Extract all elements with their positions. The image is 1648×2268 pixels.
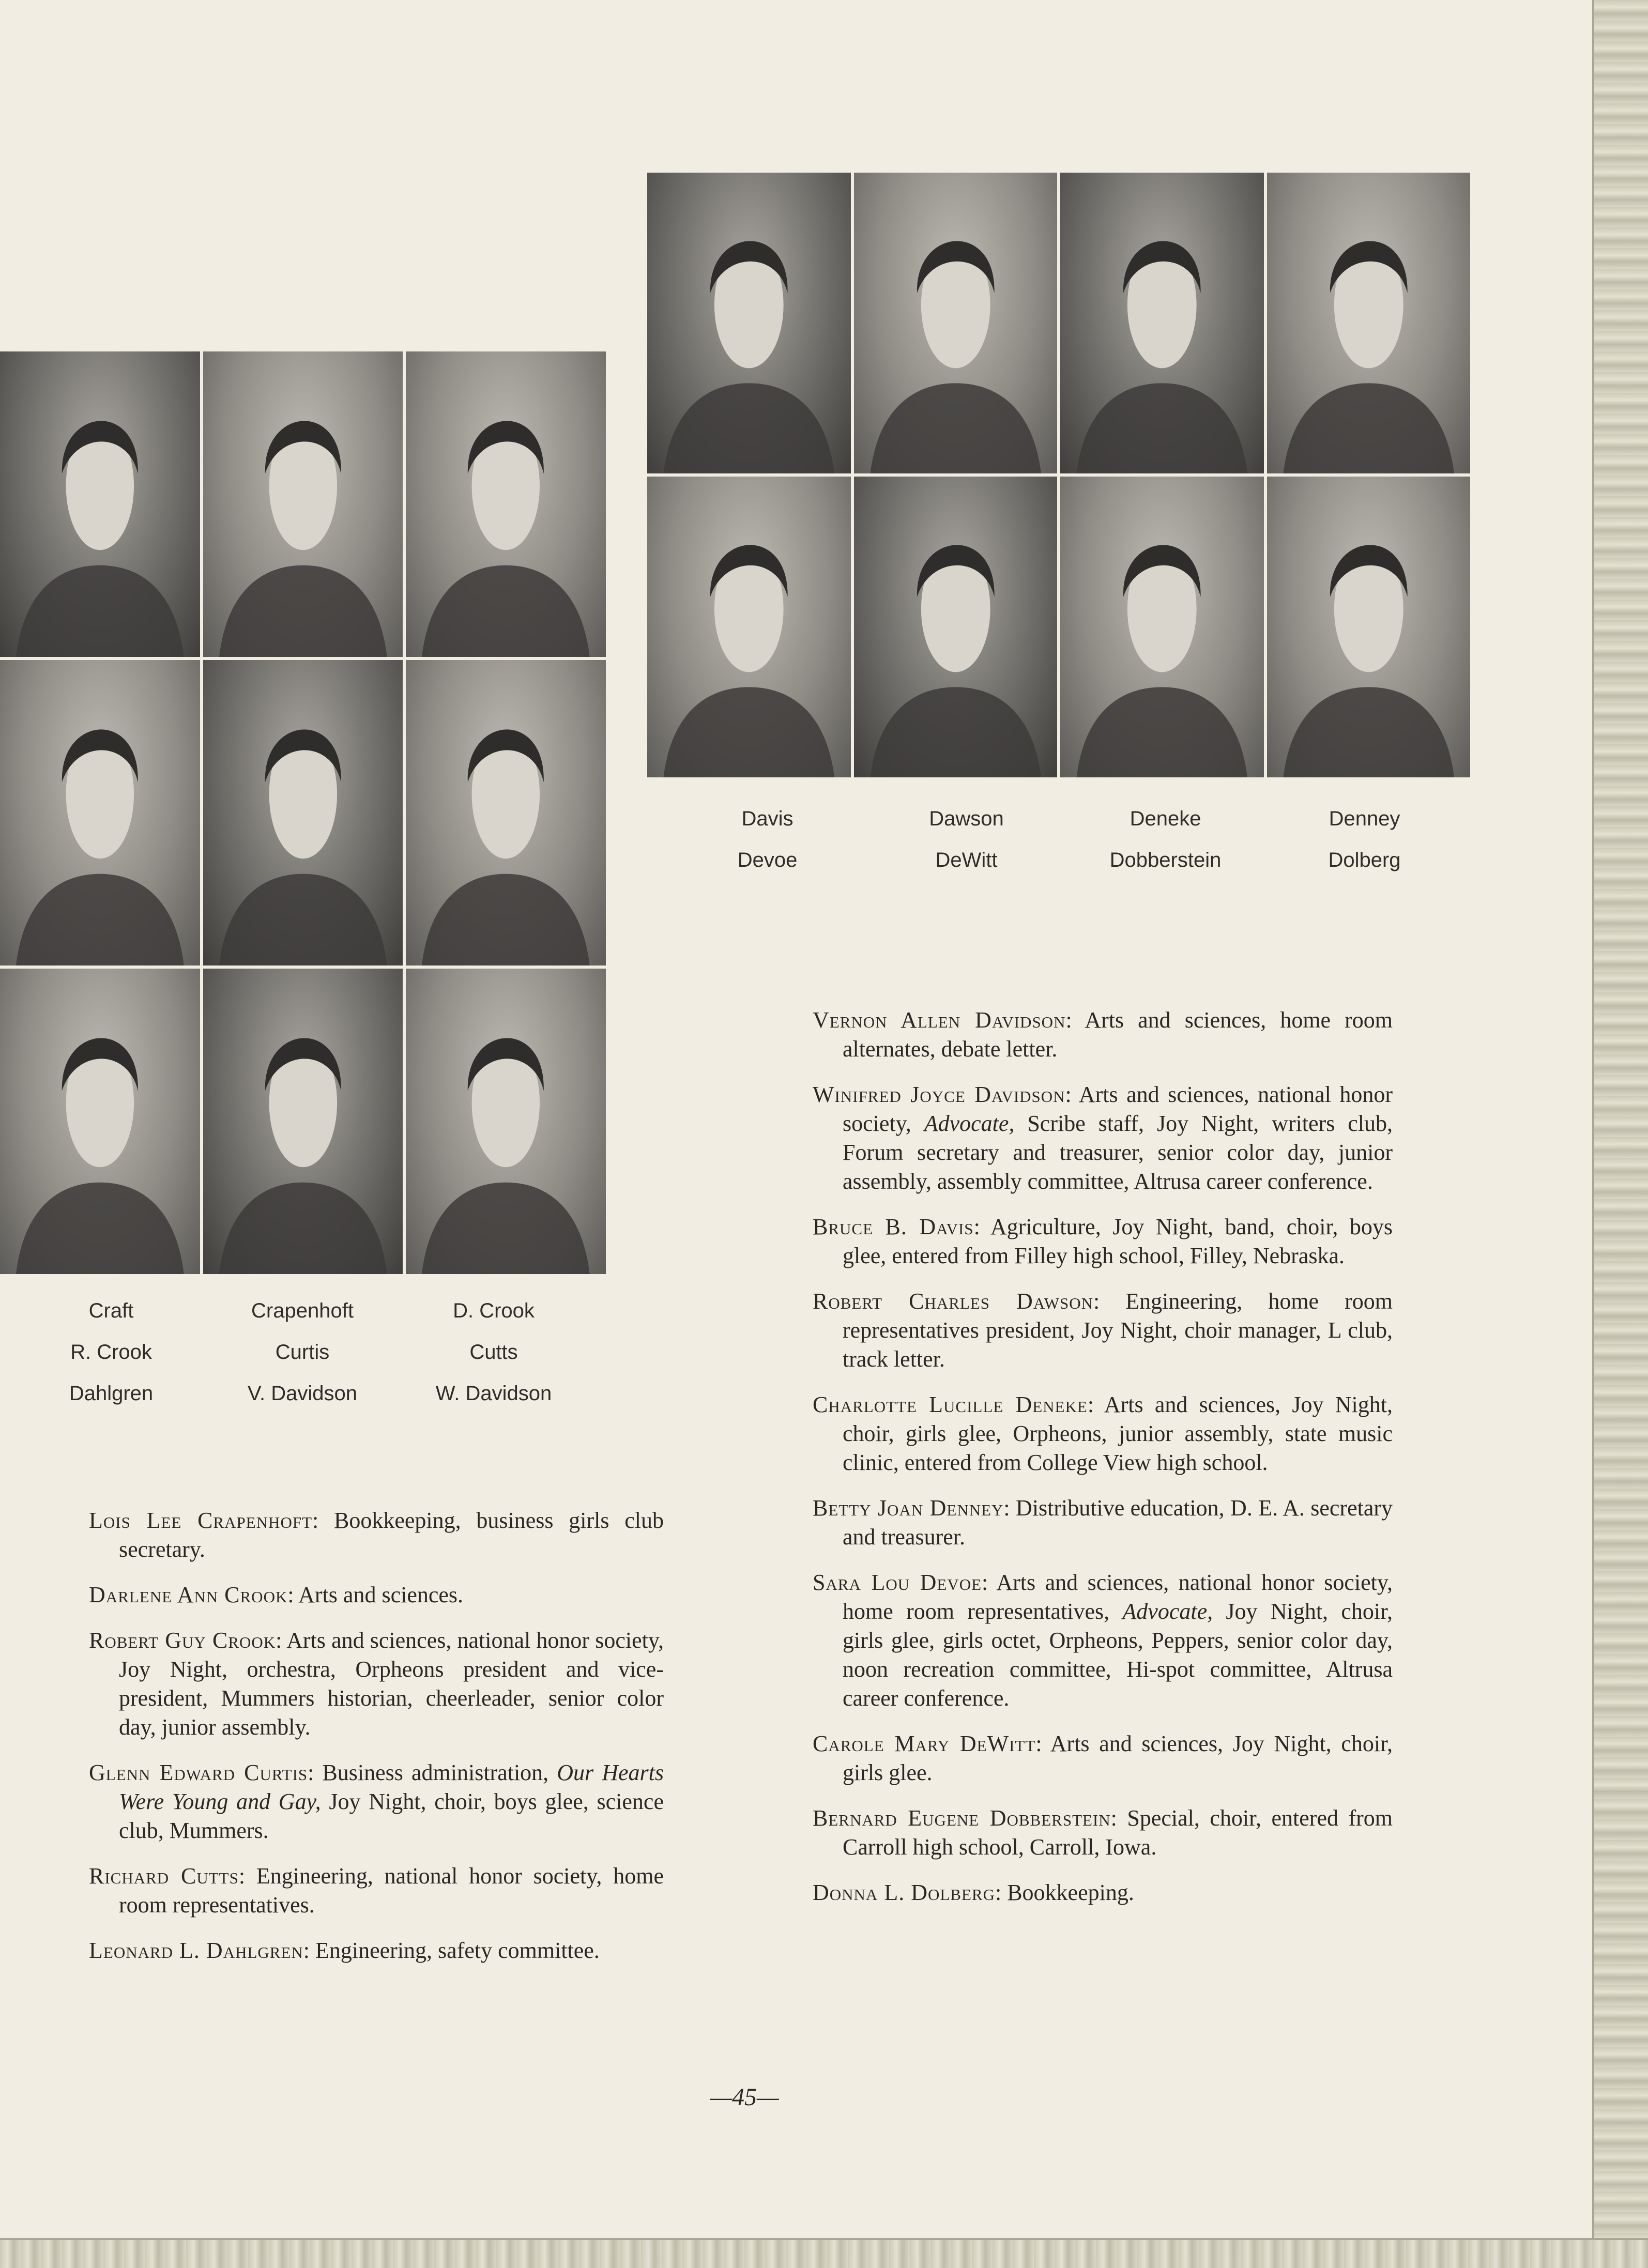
biographies-right [813,1006,1393,1924]
biography-text: : Arts and sciences, Joy Night, choir, girls glee. [843,1731,1393,1785]
portrait-grid-left [0,351,606,1274]
portrait-silhouette [0,969,200,1274]
portrait-caption: Denney [1329,807,1400,830]
portrait-caption: Curtis [275,1341,330,1363]
biography-entry [89,1581,664,1610]
portrait-caption: Dolberg [1328,849,1401,871]
portrait-silhouette [203,351,403,657]
student-name: Winifred Joyce Davidson [813,1082,1065,1107]
portrait-caption: DeWitt [935,849,998,871]
student-name: Betty Joan Denney [813,1495,1004,1521]
biography-entry [813,1080,1393,1196]
portrait-silhouette [854,477,1058,777]
portrait-photo [406,351,606,657]
biography-text: : Distributive education, D. E. A. secretary and treasurer. [843,1495,1393,1550]
biography-entry [89,1758,664,1845]
student-name: Lois Lee Crapenhoft [89,1508,313,1533]
portrait-photo [406,660,606,966]
student-name: Robert Charles Dawson [813,1289,1094,1314]
portrait-caption: Craft [88,1299,134,1322]
biography-entry [813,1568,1393,1713]
portrait-silhouette [406,351,606,657]
biography-entry [89,1506,664,1564]
biography-text: : Engineering, home room representatives president, Joy Night, choir manager, L club, track letter. [843,1289,1393,1372]
student-name: Bernard Eugene Dobberstein [813,1805,1111,1831]
student-name: Richard Cutts [89,1863,239,1889]
book-binding-bottom [0,2238,1648,2268]
portrait-silhouette [0,351,200,657]
portrait-caption: Dahlgren [69,1382,154,1405]
biographies-left [89,1506,664,1982]
portrait-photo [203,660,403,966]
biography-text: : Arts and sciences, national honor society, Joy Night, orchestra, Orpheons president and vice-president, Mummers historian, cheerleader, senior color day, junior assembly. [119,1628,664,1740]
biography-text: : Arts and sciences, national honor society, [843,1082,1393,1136]
portrait-photo [647,477,851,777]
portrait-photo [406,969,606,1274]
portrait-photo [1267,173,1471,473]
biography-text: : Engineering, safety committee. [303,1938,600,1963]
student-name: Charlotte Lucille Deneke [813,1392,1088,1417]
biography-text: : Arts and sciences. [287,1582,464,1607]
portrait-silhouette [1060,173,1264,473]
biography-entry [89,1936,664,1965]
student-name: Sara Lou Devoe [813,1570,982,1595]
biography-entry [813,1878,1393,1907]
publication-title: Advocate, [1122,1599,1213,1624]
portrait-caption: Devoe [737,849,798,871]
portrait-photo [203,351,403,657]
student-name: Carole Mary DeWitt [813,1731,1036,1756]
biography-entry [813,1287,1393,1374]
portrait-photo [0,969,200,1274]
portrait-caption: W. Davidson [435,1382,552,1405]
portrait-photo [854,173,1058,473]
biography-text: : Bookkeeping. [995,1880,1134,1905]
student-name: Glenn Edward Curtis [89,1760,308,1785]
student-name: Robert Guy Crook [89,1628,276,1653]
biography-text: : Bookkeeping, business girls club secretary. [119,1508,664,1562]
portrait-photo [854,477,1058,777]
portrait-caption: V. Davidson [248,1382,357,1405]
portrait-photo [1060,173,1264,473]
student-name: Donna L. Dolberg [813,1880,995,1905]
portrait-silhouette [1267,173,1471,473]
student-name: Vernon Allen Davidson [813,1007,1066,1033]
biography-text: : Arts and sciences, Joy Night, choir, girls glee, Orpheons, junior assembly, state music clinic, entered from College View high school. [843,1392,1393,1475]
portrait-silhouette [647,477,851,777]
portrait-silhouette [203,969,403,1274]
portrait-photo [647,173,851,473]
portrait-photo [1060,477,1264,777]
portrait-silhouette [1267,477,1471,777]
portrait-caption: Dawson [929,807,1004,830]
biography-text: : Arts and sciences, national honor society, home room representatives, [843,1570,1393,1624]
biography-entry [89,1626,664,1742]
portrait-photo [0,351,200,657]
book-binding-edge [1592,0,1648,2266]
portrait-captions-left [16,1290,589,1414]
biography-entry [813,1729,1393,1787]
biography-entry [813,1804,1393,1862]
biography-text: : Arts and sciences, home room alternates, debate letter. [843,1007,1393,1062]
portrait-silhouette [854,173,1058,473]
portrait-captions-right [668,798,1464,881]
portrait-caption: Deneke [1130,807,1201,830]
portrait-grid-right [647,173,1470,777]
publication-title: Advocate, [924,1111,1015,1136]
portrait-caption: R. Crook [70,1341,152,1363]
portrait-photo [203,969,403,1274]
biography-text: Joy Night, choir, boys glee, science club, Mummers. [119,1789,664,1843]
biography-text: Joy Night, choir, girls glee, girls octet, Orpheons, Peppers, senior color day, noon recreation committee, Hi-spot committee, Altrusa career conference. [843,1599,1393,1711]
portrait-silhouette [203,660,403,966]
biography-entry [813,1213,1393,1270]
portrait-silhouette [647,173,851,473]
portrait-silhouette [0,660,200,966]
portrait-caption: Davis [741,807,794,830]
biography-entry [89,1862,664,1920]
biography-entry [813,1006,1393,1064]
portrait-caption: Dobberstein [1109,849,1222,871]
biography-entry [813,1390,1393,1477]
play-title: Our Hearts Were Young and Gay, [119,1760,664,1814]
page-number: —45— [710,2083,779,2111]
biography-text: : Agriculture, Joy Night, band, choir, boys glee, entered from Filley high school, Filley, Nebraska. [843,1214,1393,1268]
biography-text: : Special, choir, entered from Carroll high school, Carroll, Iowa. [843,1805,1393,1860]
student-name: Bruce B. Davis [813,1214,974,1239]
biography-text: : Business administration, [308,1760,557,1785]
portrait-silhouette [406,660,606,966]
portrait-photo [0,660,200,966]
portrait-caption: D. Crook [453,1299,535,1322]
student-name: Darlene Ann Crook [89,1582,288,1607]
portrait-caption: Crapenhoft [251,1299,354,1322]
student-name: Leonard L. Dahlgren [89,1938,303,1963]
biography-text: : Engineering, national honor society, home room representatives. [119,1863,664,1918]
biography-text: Scribe staff, Joy Night, writers club, Forum secretary and treasurer, senior color day, junior assembly, assembly committee, Altrusa career conference. [843,1111,1393,1194]
biography-entry [813,1494,1393,1552]
portrait-silhouette [1060,477,1264,777]
portrait-photo [1267,477,1471,777]
portrait-silhouette [406,969,606,1274]
portrait-caption: Cutts [469,1341,518,1363]
